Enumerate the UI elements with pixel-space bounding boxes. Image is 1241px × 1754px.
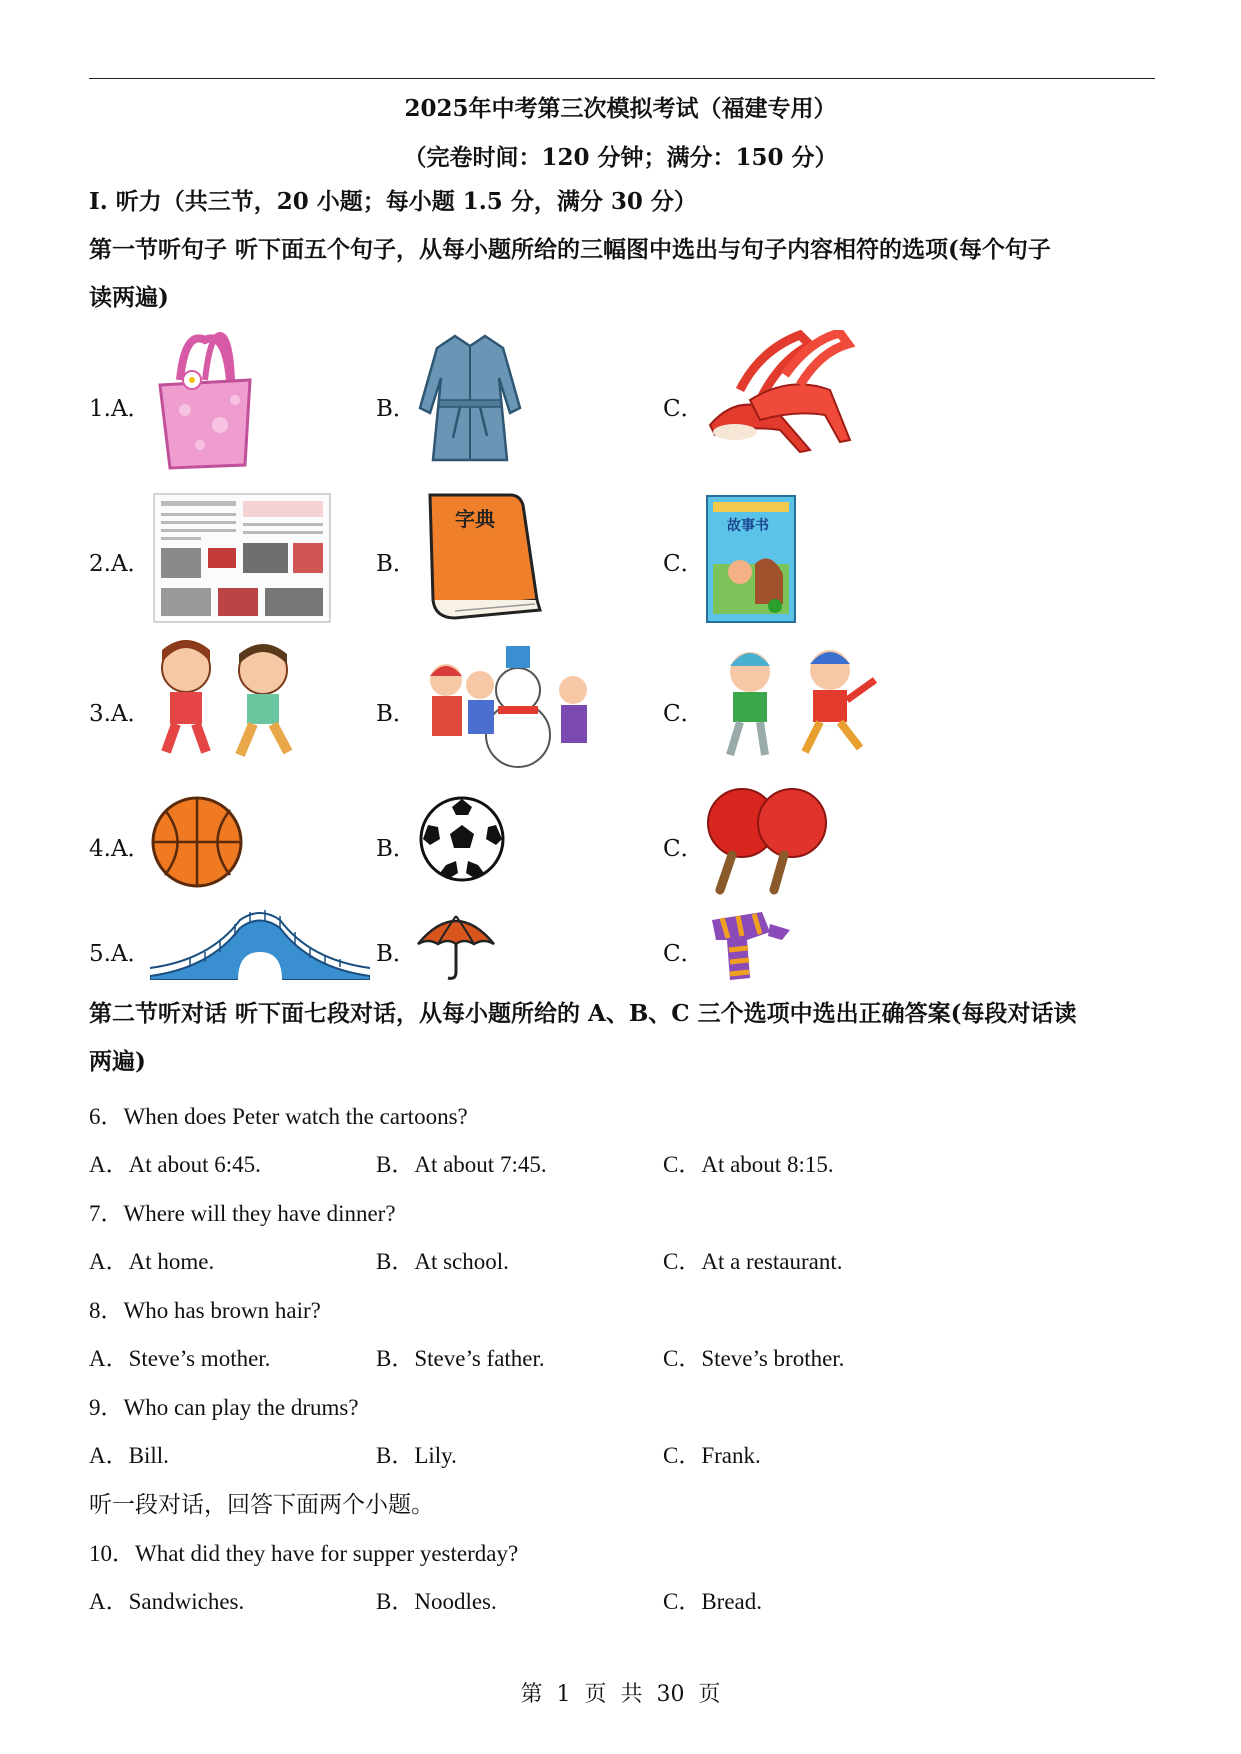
- item-5-c-label: C．: [663, 941, 704, 967]
- item-3-label: 3.A．: [89, 701, 151, 727]
- page-footer: 第 1 页 共 30 页: [520, 1682, 721, 1707]
- item-3-c-label: C．: [663, 701, 704, 727]
- q10-option-a: A．Sandwiches.: [89, 1589, 245, 1614]
- high-heels-icon: [700, 330, 860, 460]
- newspaper-icon: [153, 493, 331, 623]
- part1-instruction-cont: 读两遍): [89, 284, 169, 311]
- basketball-icon: [150, 795, 245, 890]
- question-7: 7．Where will they have dinner?: [89, 1201, 396, 1226]
- q9-option-b: B．Lily.: [376, 1443, 457, 1468]
- exam-subtitle: （完卷时间：120 分钟；满分：150 分）: [403, 144, 838, 171]
- q7-option-b: B．At school.: [376, 1249, 509, 1274]
- bridge-icon: [150, 908, 370, 980]
- item-1-c-label: C．: [663, 396, 704, 422]
- umbrella-icon: [416, 910, 496, 982]
- question-8: 8．Who has brown hair?: [89, 1298, 321, 1323]
- scarf-icon: [702, 910, 797, 982]
- item-4-c-label: C．: [663, 836, 704, 862]
- q8-option-a: A．Steve’s mother.: [89, 1346, 271, 1371]
- part1-instruction: 第一节听句子 听下面五个句子，从每小题所给的三幅图中选出与句子内容相符的选项(每个句子: [89, 236, 1051, 263]
- q9-option-a: A．Bill.: [89, 1443, 169, 1468]
- soccer-ball-icon: [418, 795, 506, 883]
- header-rule: [89, 78, 1155, 79]
- item-4-label: 4.A．: [89, 836, 151, 862]
- q6-option-b: B．At about 7:45.: [376, 1152, 547, 1177]
- item-5-b-label: B．: [376, 941, 416, 967]
- q6-option-a: A．At about 6:45.: [89, 1152, 261, 1177]
- item-3-b-label: B．: [376, 701, 416, 727]
- coat-icon: [415, 328, 525, 468]
- item-2-c-label: C．: [663, 551, 704, 577]
- q8-option-b: B．Steve’s father.: [376, 1346, 545, 1371]
- item-5-label: 5.A．: [89, 941, 151, 967]
- part2-instruction-cont: 两遍): [89, 1048, 146, 1075]
- part2-instruction: 第二节听对话 听下面七段对话，从每小题所给的 A、B、C 三个选项中选出正确答案(每段对话读: [89, 1000, 1077, 1027]
- q9-option-c: C．Frank.: [663, 1443, 761, 1468]
- dictionary-label: 字典: [455, 507, 495, 531]
- q7-option-a: A．At home.: [89, 1249, 215, 1274]
- item-2-label: 2.A．: [89, 551, 151, 577]
- section-heading: I. 听力（共三节，20 小题；每小题 1.5 分，满分 30 分）: [89, 188, 697, 215]
- q7-option-c: C．At a restaurant.: [663, 1249, 843, 1274]
- q8-option-c: C．Steve’s brother.: [663, 1346, 845, 1371]
- exam-title: 2025年中考第三次模拟考试（福建专用）: [404, 95, 837, 122]
- storybook-label: 故事书: [727, 518, 769, 534]
- handbag-icon: [150, 330, 260, 470]
- item-1-b-label: B．: [376, 396, 416, 422]
- question-10: 10．What did they have for supper yesterday?: [89, 1541, 519, 1566]
- item-1-label: 1.A．: [89, 396, 151, 422]
- dialogue-note: 听一段对话，回答下面两个小题。: [89, 1492, 434, 1518]
- q10-option-c: C．Bread.: [663, 1589, 763, 1614]
- skating-kids-icon: [705, 640, 880, 770]
- item-2-b-label: B．: [376, 551, 416, 577]
- item-4-b-label: B．: [376, 836, 416, 862]
- question-9: 9．Who can play the drums?: [89, 1395, 359, 1420]
- q6-option-c: C．At about 8:15.: [663, 1152, 834, 1177]
- running-kids-icon: [148, 640, 313, 770]
- snowman-kids-icon: [418, 640, 593, 770]
- storybook-icon: [705, 494, 797, 624]
- question-6: 6．When does Peter watch the cartoons?: [89, 1104, 468, 1129]
- q10-option-b: B．Noodles.: [376, 1589, 497, 1614]
- dictionary-icon: [415, 490, 545, 625]
- ping-pong-paddles-icon: [702, 785, 832, 895]
